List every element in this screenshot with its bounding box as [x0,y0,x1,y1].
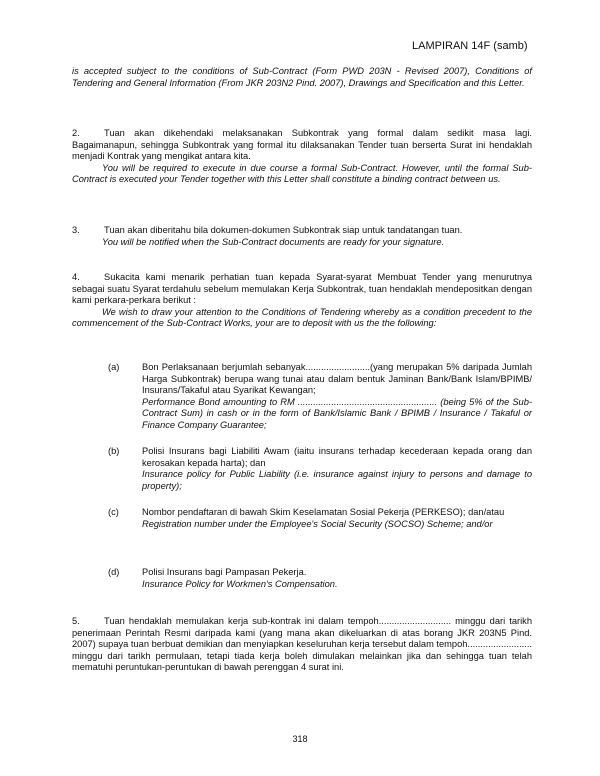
paragraph-4-malay: Sukacita kami menarik perhatian tuan kepada Syarat-syarat Membuat Tender yang menurutnya sebagai suatu Syarat terdahulu sebelum memulakan Kerja Subkontrak, tuan hendaklah mendepositkan dengan kami perkara-perkara berikut : [72,272,532,306]
paragraph-2-malay: Tuan akan dikehendaki melaksanakan Subkontrak yang formal dalam sedikit masa lagi. Bagaimanapun, sehingga Subkontrak yang formal itu dilaksanakan Tender tuan berserta Surat ini hendaklah menjadi Kontrak yang mengikat antara kita. [72,128,532,162]
list-item-label: (b) [108,446,120,456]
paragraph-5 [72,616,532,674]
list-item-malay: Polisi Insurans bagi Liabiliti Awam (iaitu insurans terhadap kecederaan kepada orang dan kerosakan kepada harta); dan [142,446,532,468]
paragraph-4 [72,272,532,330]
list-item-english: Insurance Policy for Workmen's Compensation. [142,578,338,589]
list-item-english: Registration number under the Employee's Social Security (SOCSO) Scheme; and/or [142,518,493,529]
list-item [108,507,532,530]
paragraph-2-english: You will be required to execute in due course a formal Sub-Contract. However, until the formal Sub-Contract is executed your Tender together with this Letter shall constitute a binding contract between us. [72,162,532,185]
list-item-english: Performance Bond amounting to RM ...................................................... (being 5% of the Sub-Contract Sum) in cash or in the form of Bank/Islamic Bank / BPIMB / Insurance / Takaful or Finance Company Guarantee; [142,396,532,430]
list-item-label: (a) [108,362,120,372]
paragraph-2-number: 2. [72,128,80,138]
list-item [108,446,532,492]
paragraph-4-number: 4. [72,272,80,282]
paragraph-5-number: 5. [72,616,80,626]
paragraph-5-malay: Tuan hendaklah memulakan kerja sub-kontrak ini dalam tempoh............................ minggu dari tarikh penerimaan Perintah Resmi daripada kami (yang mana akan dikeluarkan di atas borang JKR 203N5 Pind. 2007) supaya tuan berbuat demikian dan menyiapkan keseluruhan kerja tersebut dalam tempoh......................... minggu dari tarikh permulaan, tetapi tiada kerja boleh dimulakan melainkan jika dan sehingga tuan telah mematuhi peruntukan-peruntukan di bawah perenggan 4 surat ini. [72,616,532,673]
list-item-malay: Bon Perlaksanaan berjumlah sebanyak.........................(yang merupakan 5% daripada Jumlah Harga Subkontrak) berupa wang tunai atau dalam bentuk Jaminan Bank/Bank Islam/BPIMB/ Insurans/Takaful atau Syarikat Kewangan; [142,362,532,396]
list-item-english: Insurance policy for Public Liability (i.e. insurance against injury to persons and damage to property); [142,469,532,491]
paragraph-3-number: 3. [72,225,80,235]
page-header: LAMPIRAN 14F (samb) [412,40,528,52]
paragraph-3 [72,225,532,248]
list-item [108,567,532,590]
list-item-label: (c) [108,507,119,517]
list-item-label: (d) [108,567,120,577]
paragraph-3-malay: Tuan akan diberitahu bila dokumen-dokumen Subkontrak siap untuk tandatangan tuan. [104,225,463,235]
list-item [108,362,532,432]
paragraph-2 [72,128,532,186]
page-number: 318 [292,734,308,744]
intro-paragraph: is accepted subject to the conditions of Sub-Contract (Form PWD 203N - Revised 2007), Conditions of Tendering and General Information (From JKR 203N2 Pind. 2007), Drawings and Specification and this Letter. [72,66,532,88]
list-item-malay: Nombor pendaftaran di bawah Skim Keselamatan Sosial Pekerja (PERKESO); dan/atau [142,507,505,517]
list-item-malay: Polisi Insurans bagi Pampasan Pekerja. [142,567,307,577]
paragraph-3-english: You will be notified when the Sub-Contract documents are ready for your signature. [102,236,445,247]
paragraph-4-english: We wish to draw your attention to the Conditions of Tendering whereby as a condition precedent to the commencement of the Sub-Contract Works, your are to deposit with us the the following: [72,306,532,329]
